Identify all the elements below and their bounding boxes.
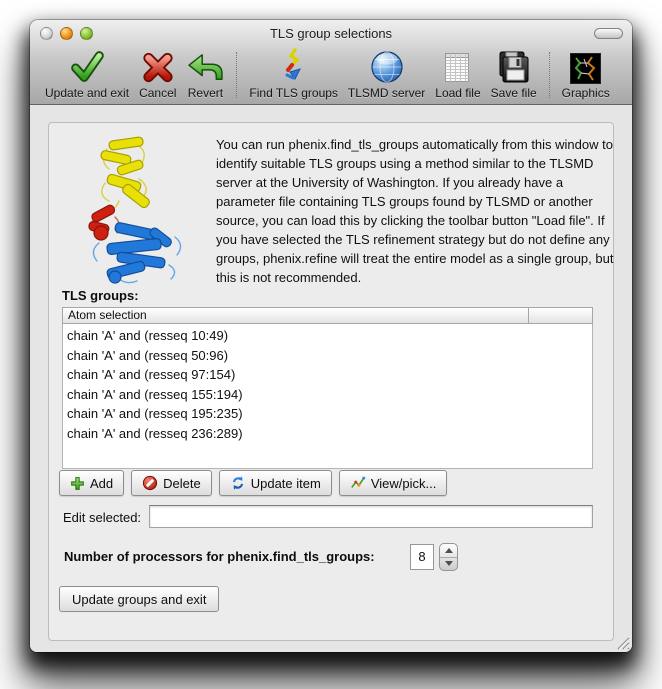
toolbar-label: Cancel — [139, 86, 177, 100]
toolbar-toggle-button[interactable] — [594, 28, 623, 39]
window-content — [30, 106, 632, 652]
column-header-atom-selection[interactable]: Atom selection — [62, 307, 529, 324]
toolbar-label: Load file — [435, 86, 481, 100]
table-row[interactable]: chain 'A' and (resseq 97:154) — [67, 367, 236, 382]
toolbar-label: Find TLS groups — [249, 86, 338, 100]
tls-groups-table — [62, 307, 593, 469]
processors-stepper[interactable] — [439, 543, 458, 571]
table-header-row — [62, 307, 593, 324]
floppy-disk-icon — [498, 47, 530, 84]
table-row[interactable]: chain 'A' and (resseq 10:49) — [67, 328, 229, 343]
toolbar-button-graphics[interactable] — [557, 47, 615, 100]
processors-label: Number of processors for phenix.find_tls_groups: — [64, 549, 375, 564]
table-row[interactable]: chain 'A' and (resseq 236:289) — [67, 425, 243, 441]
toolbar-separator — [236, 52, 237, 98]
close-button[interactable] — [40, 27, 53, 40]
graphics-viewer-icon — [570, 47, 601, 84]
toolbar — [30, 46, 632, 104]
update-item-button-label: Update item — [250, 475, 321, 491]
toolbar-label: TLSMD server — [347, 86, 426, 100]
toolbar-button-cancel[interactable] — [134, 47, 181, 100]
revert-arrow-icon — [186, 47, 224, 84]
toolbar-button-save-file[interactable] — [486, 47, 542, 100]
edit-selected-input[interactable] — [149, 505, 593, 528]
toolbar-label: Graphics — [561, 86, 610, 100]
stepper-up-button[interactable] — [440, 544, 457, 558]
down-arrow-icon — [445, 561, 453, 566]
update-groups-and-exit-button[interactable]: Update groups and exit — [59, 586, 219, 612]
add-button[interactable] — [59, 470, 124, 496]
plus-icon — [70, 476, 85, 491]
spreadsheet-icon — [444, 47, 471, 84]
table-row[interactable]: chain 'A' and (resseq 50:96) — [67, 347, 229, 363]
toolbar-button-find-tls-groups[interactable] — [244, 47, 343, 100]
view-pick-button-label: View/pick... — [370, 475, 437, 491]
table-row[interactable]: chain 'A' and (resseq 155:194) — [67, 386, 243, 402]
app-window — [30, 20, 632, 652]
view-pick-button[interactable] — [339, 470, 448, 496]
stepper-down-button[interactable] — [440, 558, 457, 571]
toolbar-label: Update and exit — [45, 86, 130, 100]
globe-icon — [370, 47, 404, 84]
toolbar-button-update-and-exit[interactable] — [40, 47, 134, 100]
toolbar-separator — [549, 52, 550, 98]
zoom-button[interactable] — [80, 27, 93, 40]
no-entry-icon — [142, 475, 158, 491]
check-icon — [68, 47, 106, 84]
update-item-button[interactable] — [219, 470, 332, 496]
refresh-icon — [230, 475, 246, 491]
toolbar-button-revert[interactable] — [181, 47, 229, 100]
edit-selected-label: Edit selected: — [63, 510, 142, 525]
delete-button[interactable] — [131, 470, 212, 496]
protein-ribbon-image — [79, 131, 191, 289]
delete-button-label: Delete — [163, 475, 201, 491]
resize-grip[interactable] — [615, 635, 630, 650]
titlebar[interactable] — [30, 20, 632, 46]
table-body[interactable] — [62, 324, 593, 469]
toolbar-button-load-file[interactable] — [430, 47, 485, 100]
up-arrow-icon — [445, 548, 453, 553]
toolbar-label: Revert — [187, 86, 224, 100]
window-title: TLS group selections — [269, 26, 393, 41]
minimize-button[interactable] — [60, 27, 73, 40]
traffic-lights — [40, 27, 93, 40]
tls-groups-label: TLS groups: — [62, 288, 139, 303]
toolbar-button-tlsmd-server[interactable] — [343, 47, 430, 100]
table-row[interactable]: chain 'A' and (resseq 195:235) — [67, 406, 243, 421]
window-chrome — [30, 20, 632, 105]
description-text: You can run phenix.find_tls_groups automatically from this window to identify suitable TLS groups using a method similar to the TLSMD server at the University of Washington. If you already have a parameter file containing TLS groups found by TLSMD or another source, you can load this by clicking the toolbar button "Load file". If you have selected the TLS refinement strategy but do not define any groups, phenix.refine will treat the entire model as a single group, but this is not recommended. — [216, 137, 614, 285]
row-action-buttons — [59, 470, 447, 496]
main-panel — [48, 122, 614, 641]
processors-value-field[interactable]: 8 — [410, 544, 434, 570]
add-button-label: Add — [90, 475, 114, 491]
toolbar-label: Save file — [490, 86, 537, 100]
view-pick-icon — [350, 475, 366, 491]
column-header-empty[interactable] — [529, 307, 593, 324]
red-x-icon — [141, 47, 175, 84]
molecule-icon — [279, 47, 309, 84]
